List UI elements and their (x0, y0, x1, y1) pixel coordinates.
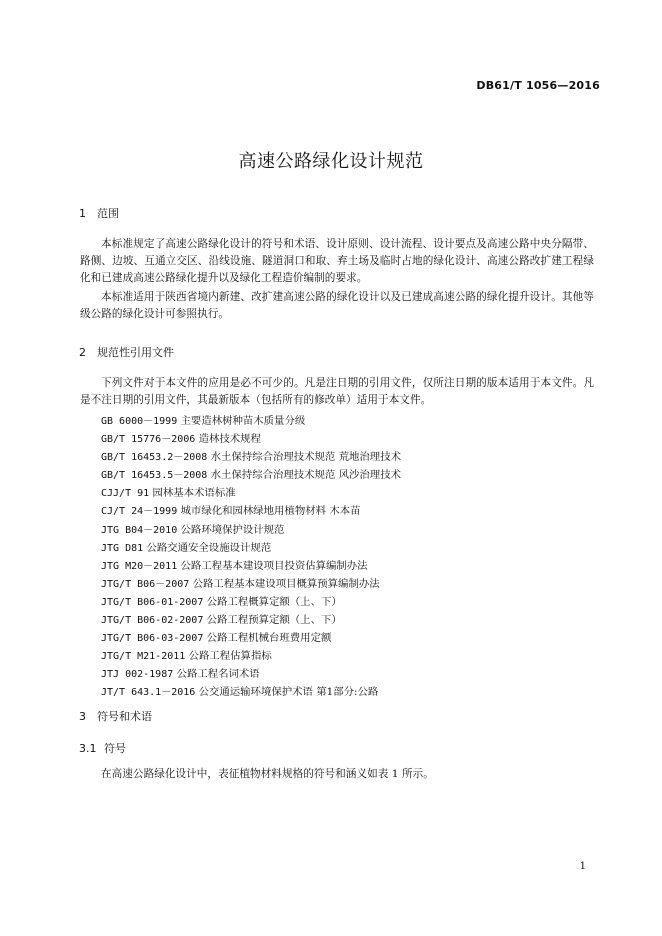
reference-item (101, 466, 401, 484)
section-1-paragraph-2: 本标准适用于陕西省境内新建、改扩建高速公路的绿化设计以及已建成高速公路的绿化提升设计。其他等级公路的绿化设计可参照执行。 (80, 291, 594, 320)
reference-code: CJ/T 24－1999 (101, 506, 178, 518)
reference-name: 主要造林树种苗木质量分级 (180, 415, 306, 427)
reference-item (101, 412, 401, 430)
reference-item (101, 502, 401, 520)
reference-name: 公交通运输环境保护术语 第1部分:公路 (198, 686, 379, 699)
section-title: 符号和术语 (97, 710, 152, 723)
subsection-3-1-heading (79, 740, 126, 756)
page-number: 1 (579, 861, 586, 872)
reference-name: 公路工程名词术语 (176, 668, 260, 681)
reference-name: 公路工程估算指标 (188, 650, 272, 663)
reference-code: CJJ/T 91 (101, 488, 150, 500)
section-number: 1 (79, 207, 86, 220)
section-number: 3 (79, 710, 86, 723)
reference-name: 水土保持综合治理技术规范 风沙治理技术 (210, 469, 401, 482)
subsection-title: 符号 (104, 742, 126, 755)
reference-item (101, 557, 401, 575)
standard-code: DB61/T 1056—2016 (476, 79, 600, 92)
reference-item (101, 575, 401, 593)
reference-name: 公路交通安全设施设计规范 (146, 541, 272, 554)
reference-item (101, 448, 401, 466)
reference-name: 城市绿化和园林绿地用植物材料 木本苗 (180, 505, 361, 518)
reference-code: GB 6000－1999 (101, 416, 178, 427)
reference-code: GB/T 16453.5－2008 (101, 470, 208, 482)
reference-code: GB/T 15776－2006 (101, 434, 196, 446)
reference-item (101, 539, 401, 557)
reference-name: 公路工程基本建设项目投资估算编制办法 (180, 559, 368, 572)
reference-item (101, 611, 401, 629)
reference-item (101, 665, 401, 683)
section-number: 2 (79, 346, 86, 359)
section-title: 规范性引用文件 (97, 346, 174, 359)
reference-code: JTG B04－2010 (101, 524, 178, 536)
subsection-3-1-paragraph: 在高速公路绿化设计中，表征植物材料规格的符号和涵义如表 1 所示。 (101, 768, 434, 780)
subsection-number: 3.1 (79, 742, 97, 755)
reference-code: JTJ 002-1987 (101, 669, 174, 681)
reference-name: 公路工程预算定额（上、下） (206, 614, 342, 627)
document-title: 高速公路绿化设计规范 (238, 151, 424, 172)
reference-name: 水土保持综合治理技术规范 荒地治理技术 (210, 451, 401, 464)
section-3-heading (79, 708, 152, 724)
reference-code: JTG/T B06-03-2007 (101, 633, 204, 645)
reference-item (101, 521, 401, 539)
section-1-paragraph-1: 本标准规定了高速公路绿化设计的符号和术语、设计原则、设计流程、设计要点及高速公路中央分隔带、路侧、边坡、互通立交区、沿线设施、隧道洞口和取、弃土场及临时占地的绿化设计、高速公路改扩建工程绿化和已建成高速公路绿化提升以及绿化工程造价编制的要求。 (80, 238, 594, 284)
reference-item (101, 629, 401, 647)
reference-code: JTG/T B06-01-2007 (101, 596, 204, 608)
reference-name: 园林基本术语标准 (152, 487, 236, 500)
reference-name: 公路工程机械台班费用定额 (206, 632, 332, 645)
reference-code: JTG D81 (101, 542, 144, 554)
reference-code: JT/T 643.1－2016 (101, 687, 196, 699)
reference-name: 公路工程基本建设项目概算预算编制办法 (192, 577, 380, 590)
reference-code: JTG/T B06-02-2007 (101, 615, 204, 627)
section-2-intro: 下列文件对于本文件的应用是必不可少的。凡是注日期的引用文件，仅所注日期的版本适用于本文件。凡是不注日期的引用文件，其最新版本（包括所有的修改单）适用于本文件。 (80, 377, 594, 406)
reference-list (101, 412, 401, 702)
section-1-heading (79, 205, 119, 221)
reference-name: 公路环境保护设计规范 (180, 523, 285, 536)
reference-item (101, 430, 401, 448)
reference-code: JTG/T B06－2007 (101, 578, 190, 590)
reference-item (101, 593, 401, 611)
reference-name: 造林技术规程 (198, 433, 261, 446)
reference-item (101, 683, 401, 701)
reference-name: 公路工程概算定额（上、下） (206, 595, 342, 608)
reference-code: JTG M20－2011 (101, 560, 178, 572)
section-title: 范围 (97, 207, 119, 220)
reference-code: GB/T 16453.2－2008 (101, 452, 208, 464)
section-2-heading (79, 344, 174, 360)
reference-item (101, 647, 401, 665)
reference-code: JTG/T M21-2011 (101, 651, 186, 663)
reference-item (101, 484, 401, 502)
